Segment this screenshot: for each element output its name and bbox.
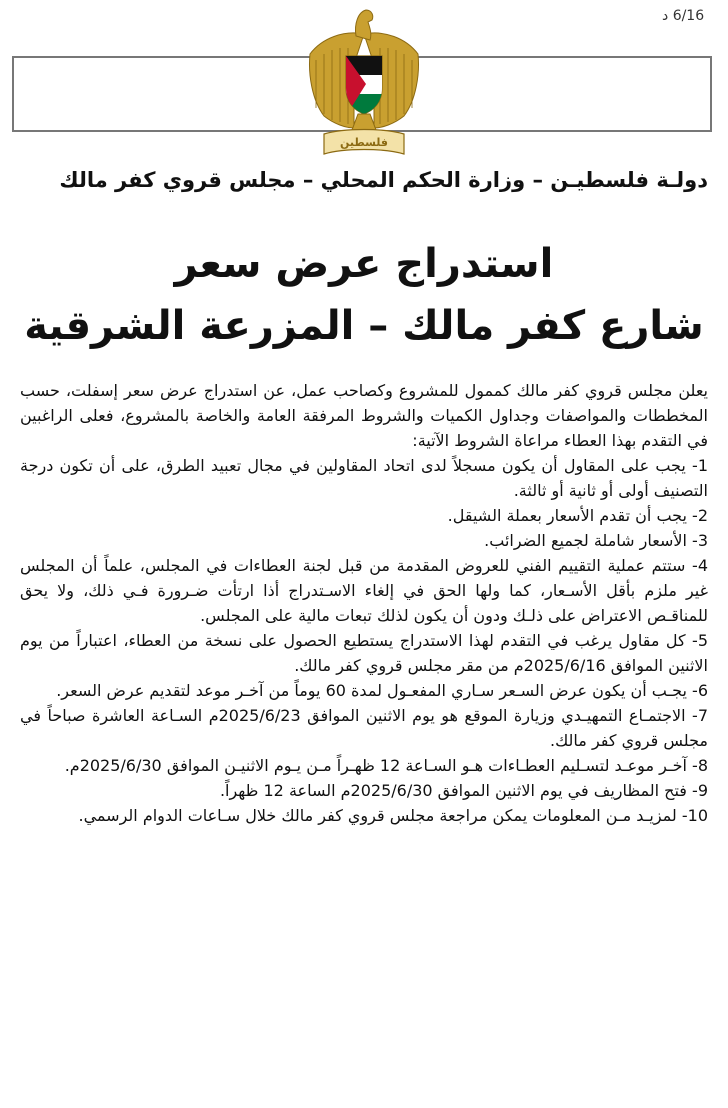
page-code: 6/16 د xyxy=(662,8,705,24)
condition-item: 8- آخـر موعـد لتسـليم العطـاءات هـو السـاعة 12 ظهـراً مـن يـوم الاثنيـن الموافق 2025/6/30م. xyxy=(64,756,708,775)
condition-item: 4- ستتم عملية التقييم الفني للعروض المقدمة من قبل لجنة العطاءات في المجلس، علماً أن المجلس غير ملزم بأقل الأسـعار، كما ولها الحق في إلغاء الاسـتدراج أذا ارتأت ضـرورة فـي ذلك، ولا يحق للمناقـص الاعتراض على ذلـك ودون أن يكون لذلك تبعات مالية على المجلس. xyxy=(20,556,708,625)
issuing-authority: دولـة فلسطيـن – وزارة الحكم المحلي – مجلس قروي كفر مالك xyxy=(59,168,708,192)
emblem-label: فلسطين xyxy=(340,136,388,149)
intro-paragraph: يعلن مجلس قروي كفر مالك كممول للمشروع وكصاحب عمل، عن استدراج عرض سعر إسفلت، حسب المخططات والمواصفات وجداول الكميات والشروط المرفقة العامة والخاصة بالمشروع، فعلى الراغبين في التقدم بهذا العطاء مراعاة الشروط الآتية: xyxy=(20,381,708,450)
condition-item: 1- يجب على المقاول أن يكون مسجلاً لدى اتحاد المقاولين في مجال تعبيد الطرق، على أن تكون درجة التصنيف أولى أو ثانية أو ثالثة. xyxy=(20,456,708,500)
palestinian-eagle-emblem xyxy=(304,4,424,158)
condition-item: 7- الاجتمـاع التمهيـدي وزيارة الموقع هو يوم الاثنين الموافق 2025/6/23م السـاعة العاشرة صباحاً في مجلس قروي كفر مالك. xyxy=(20,706,708,750)
announcement-body xyxy=(20,378,708,828)
condition-item: 2- يجب أن تقدم الأسعار بعملة الشيقل. xyxy=(447,506,708,525)
condition-item: 6- يجـب أن يكون عرض السـعر سـاري المفعـول لمدة 60 يوماً من آخـر موعد لتقديم عرض السعر. xyxy=(56,681,708,700)
condition-item: 5- كل مقاول يرغب في التقدم لهذا الاستدراج يستطيع الحصول على نسخة من العطاء، اعتباراً من يوم الاثنين الموافق 2025/6/16م من مقر مجلس قروي كفر مالك. xyxy=(20,631,708,675)
condition-item: 9- فتح المظاريف في يوم الاثنين الموافق 2025/6/30م الساعة 12 ظهراً. xyxy=(219,781,708,800)
announcement-subtitle: شارع كفر مالك – المزرعة الشرقية xyxy=(24,303,704,349)
condition-item: 10- لمزيـد مـن المعلومات يمكن مراجعة مجلس قروي كفر مالك خلال سـاعات الدوام الرسمي. xyxy=(78,806,708,825)
announcement-title: استدراج عرض سعر xyxy=(174,241,554,287)
eagle-head xyxy=(355,10,372,40)
condition-item: 3- الأسعار شاملة لجميع الضرائب. xyxy=(484,531,708,550)
